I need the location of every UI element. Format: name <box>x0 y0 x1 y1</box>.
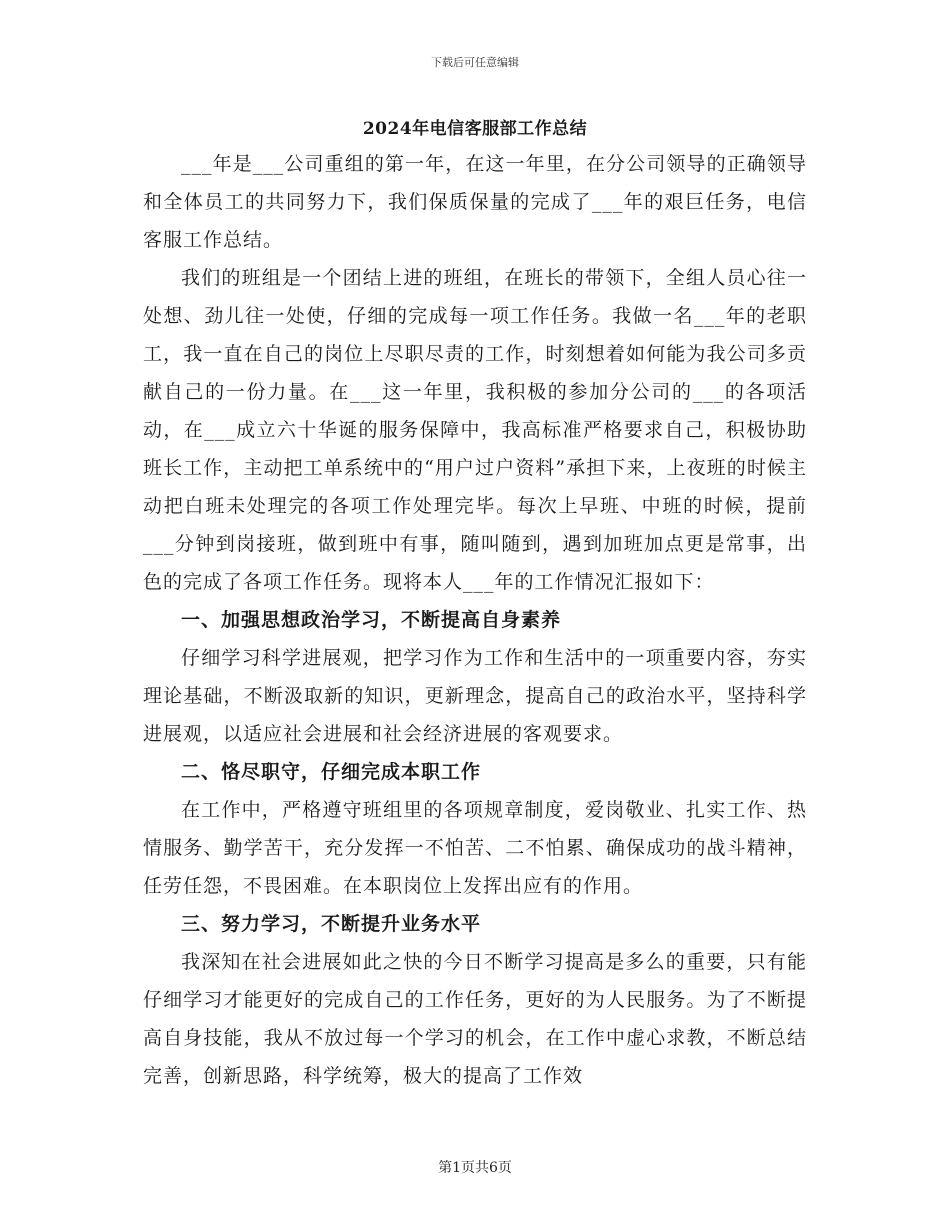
section-heading-3: 三、努力学习，不断提升业务水平 <box>181 913 482 935</box>
document-body <box>143 145 807 1095</box>
intro-paragraph-1: ___年是___公司重组的第一年，在这一年里，在分公司领导的正确领导和全体员工的共同努力下，我们保质保量的完成了___年的艰巨任务，电信客服工作总结。 <box>143 153 807 251</box>
section-heading-1: 一、加强思想政治学习，不断提高自身素养 <box>181 609 562 631</box>
page-number-footer: 第1页共6页 <box>438 1160 512 1176</box>
section-text-3: 我深知在社会进展如此之快的今日不断学习提高是多么的重要，只有能仔细学习才能更好的完成自己的工作任务，更好的为人民服务。为了不断提高自身技能，我从不放过每一个学习的机会，在工作中虚心求教，不断总结完善，创新思路，科学统筹，极大的提高了工作效 <box>143 951 807 1087</box>
header-note: 下载后可任意编辑 <box>431 56 519 69</box>
document-title: 2024年电信客服部工作总结 <box>362 119 588 139</box>
section-heading-2: 二、恪尽职守，仔细完成本职工作 <box>181 761 482 783</box>
section-text-2: 在工作中，严格遵守班组里的各项规章制度，爱岗敬业、扎实工作、热情服务、勤学苦干，充分发挥一不怕苦、二不怕累、确保成功的战斗精神，任劳任怨，不畏困难。在本职岗位上发挥出应有的作用。 <box>143 799 807 897</box>
section-text-1: 仔细学习科学进展观，把学习作为工作和生活中的一项重要内容，夯实理论基础，不断汲取新的知识，更新理念，提高自己的政治水平，坚持科学进展观，以适应社会进展和社会经济进展的客观要求。 <box>143 647 807 745</box>
intro-paragraph-2: 我们的班组是一个团结上进的班组，在班长的带领下，全组人员心往一处想、劲儿往一处使，仔细的完成每一项工作任务。我做一名___年的老职工，我一直在自己的岗位上尽职尽责的工作，时刻想着如何能为我公司多贡献自己的一份力量。在___这一年里，我积极的参加分公司的___的各项活动，在___成立六十华诞的服务保障中，我高标准严格要求自己，积极协助班长工作，主动把工单系统中的“用户过户资料”承担下来，上夜班的时候主动把白班未处理完的各项工作处理完毕。每次上早班、中班的时候，提前___分钟到岗接班，做到班中有事，随叫随到，遇到加班加点更是常事，出色的完成了各项工作任务。现将本人___年的工作情况汇报如下： <box>143 267 807 593</box>
